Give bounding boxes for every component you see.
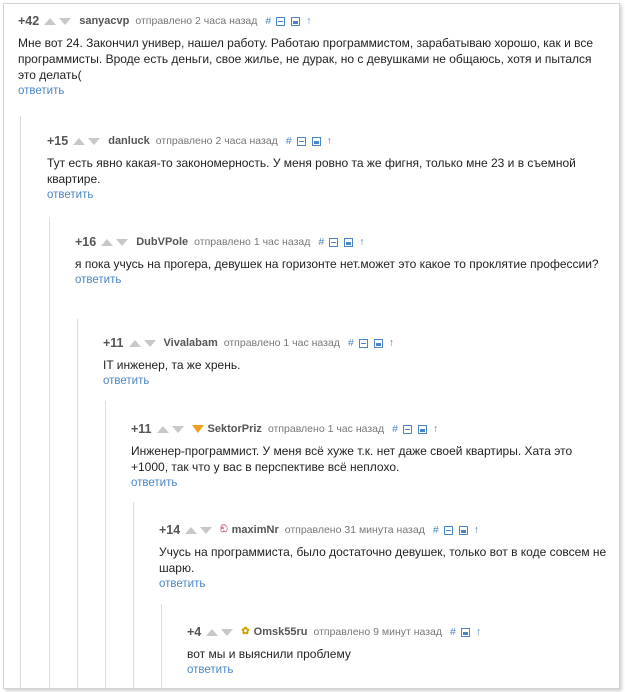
downvote-icon[interactable]	[200, 527, 212, 534]
upvote-icon[interactable]	[44, 18, 56, 25]
crown-badge-icon	[192, 425, 204, 433]
comment-score: +16	[75, 235, 97, 249]
permalink-icon[interactable]: #	[265, 15, 272, 27]
downvote-icon[interactable]	[88, 138, 100, 145]
comment	[47, 133, 619, 201]
comment-text: Мне вот 24. Закончил универ, нашел работу. Работаю программистом, зарабатываю хорошо, как и все программисты. Вроде есть деньги, свое жилье, не дурак, но с девушками не общаюсь, хотя и пытался это делать(	[18, 36, 594, 82]
comment-score: +4	[187, 625, 202, 639]
parent-arrow-icon[interactable]: ↑	[388, 337, 395, 349]
reply-link[interactable]: ответить	[131, 477, 178, 489]
collapse-icon[interactable]	[359, 339, 368, 348]
comment-text: Тут есть явно какая-то закономерность. У меня ровно та же фигня, только мне 23 и в съемной квартире.	[47, 156, 576, 186]
comment-score: +11	[131, 422, 152, 436]
comment-author[interactable]: DubVPole	[136, 236, 189, 248]
downvote-icon[interactable]	[59, 18, 71, 25]
comment-timestamp: отправлено 31 минута назад	[284, 524, 425, 536]
reply-link[interactable]: ответить	[187, 664, 234, 676]
downvote-icon[interactable]	[221, 629, 233, 636]
comment-author[interactable]: maximNr	[231, 524, 279, 536]
comment-header	[159, 522, 619, 538]
collapse-icon[interactable]	[276, 17, 285, 26]
comment-header	[47, 133, 619, 149]
save-icon[interactable]	[291, 17, 300, 26]
parent-arrow-icon[interactable]: ↑	[326, 135, 332, 147]
save-icon[interactable]	[461, 628, 470, 637]
comment-author[interactable]: danluck	[108, 135, 150, 147]
permalink-icon[interactable]: #	[392, 423, 398, 435]
thread-line[interactable]	[105, 401, 106, 689]
downvote-icon[interactable]	[172, 426, 184, 433]
comment-text: IT инженер, та же хрень.	[103, 358, 241, 372]
comment-timestamp: отправлено 1 час назад	[194, 236, 311, 248]
upvote-icon[interactable]	[73, 138, 85, 145]
comments-panel	[3, 3, 620, 689]
comment-timestamp: отправлено 9 минут назад	[313, 626, 443, 638]
collapse-icon[interactable]	[403, 425, 412, 434]
comment-header	[131, 421, 619, 437]
comment	[103, 335, 619, 387]
comment-score: +11	[103, 336, 124, 350]
upvote-icon[interactable]	[101, 239, 113, 246]
downvote-icon[interactable]	[144, 340, 156, 347]
save-icon[interactable]	[312, 137, 321, 146]
collapse-icon[interactable]	[329, 238, 338, 247]
comment-author[interactable]: sanyacvp	[79, 15, 130, 27]
bee-badge-icon: ✿	[241, 626, 250, 637]
parent-arrow-icon[interactable]: ↑	[473, 524, 479, 536]
permalink-icon[interactable]: #	[318, 236, 325, 248]
upvote-icon[interactable]	[185, 527, 197, 534]
upvote-icon[interactable]	[206, 629, 218, 636]
reply-link[interactable]: ответить	[159, 578, 206, 590]
save-icon[interactable]	[344, 238, 353, 247]
comment	[75, 234, 619, 286]
comment-timestamp: отправлено 1 час назад	[267, 423, 385, 435]
comment-header	[103, 335, 619, 351]
save-icon[interactable]	[418, 425, 427, 434]
save-icon[interactable]	[374, 339, 383, 348]
comment-timestamp: отправлено 2 часа назад	[155, 135, 278, 147]
collapse-icon[interactable]	[297, 137, 306, 146]
permalink-icon[interactable]: #	[432, 524, 439, 536]
parent-arrow-icon[interactable]: ↑	[475, 626, 482, 638]
save-icon[interactable]	[459, 526, 468, 535]
permalink-icon[interactable]: #	[285, 135, 292, 147]
comment-header	[18, 13, 619, 29]
comment-timestamp: отправлено 2 часа назад	[135, 15, 258, 27]
comment-timestamp: отправлено 1 час назад	[223, 337, 340, 349]
comment	[187, 624, 619, 676]
comment-text: Учусь на программиста, было достаточно девушек, только вот в коде совсем не шарю.	[159, 545, 607, 575]
permalink-icon[interactable]: #	[347, 337, 354, 349]
comment	[159, 522, 619, 590]
thread-line[interactable]	[133, 502, 134, 689]
parent-arrow-icon[interactable]: ↑	[432, 423, 439, 435]
comment-text: вот мы и выяснили проблему	[187, 647, 351, 661]
thread-line[interactable]	[49, 218, 50, 689]
reply-link[interactable]: ответить	[103, 375, 150, 387]
comment-header	[187, 624, 619, 640]
reply-link[interactable]: ответить	[18, 85, 65, 97]
comment-text: Инженер-программист. У меня всё хуже т.к. нет даже своей квартиры. Хата это +1000, так что у вас в перспективе всё неплохо.	[131, 444, 573, 474]
comment-score: +42	[18, 14, 40, 28]
parent-arrow-icon[interactable]: ↑	[306, 15, 312, 27]
upvote-icon[interactable]	[157, 426, 169, 433]
face-badge-icon: ඞ	[220, 524, 228, 535]
comment-author[interactable]: Omsk55ru	[253, 626, 308, 638]
parent-arrow-icon[interactable]: ↑	[359, 236, 365, 248]
permalink-icon[interactable]: #	[450, 626, 456, 638]
downvote-icon[interactable]	[116, 239, 128, 246]
collapse-icon[interactable]	[444, 526, 453, 535]
comment-header	[75, 234, 619, 250]
reply-link[interactable]: ответить	[47, 189, 94, 201]
comment-text: я пока учусь на прогера, девушек на горизонте нет.может это какое то проклятие профессии?	[75, 257, 599, 271]
comment-author[interactable]: Vivalabam	[163, 337, 218, 349]
thread-line[interactable]	[20, 116, 21, 689]
thread-line[interactable]	[77, 319, 78, 689]
thread-line[interactable]	[161, 604, 162, 689]
comment-score: +14	[159, 523, 181, 537]
comment	[131, 421, 619, 489]
comment	[18, 13, 619, 97]
comment-score: +15	[47, 134, 69, 148]
upvote-icon[interactable]	[129, 340, 141, 347]
comment-author[interactable]: SektorPriz	[207, 423, 262, 435]
reply-link[interactable]: ответить	[75, 274, 122, 286]
